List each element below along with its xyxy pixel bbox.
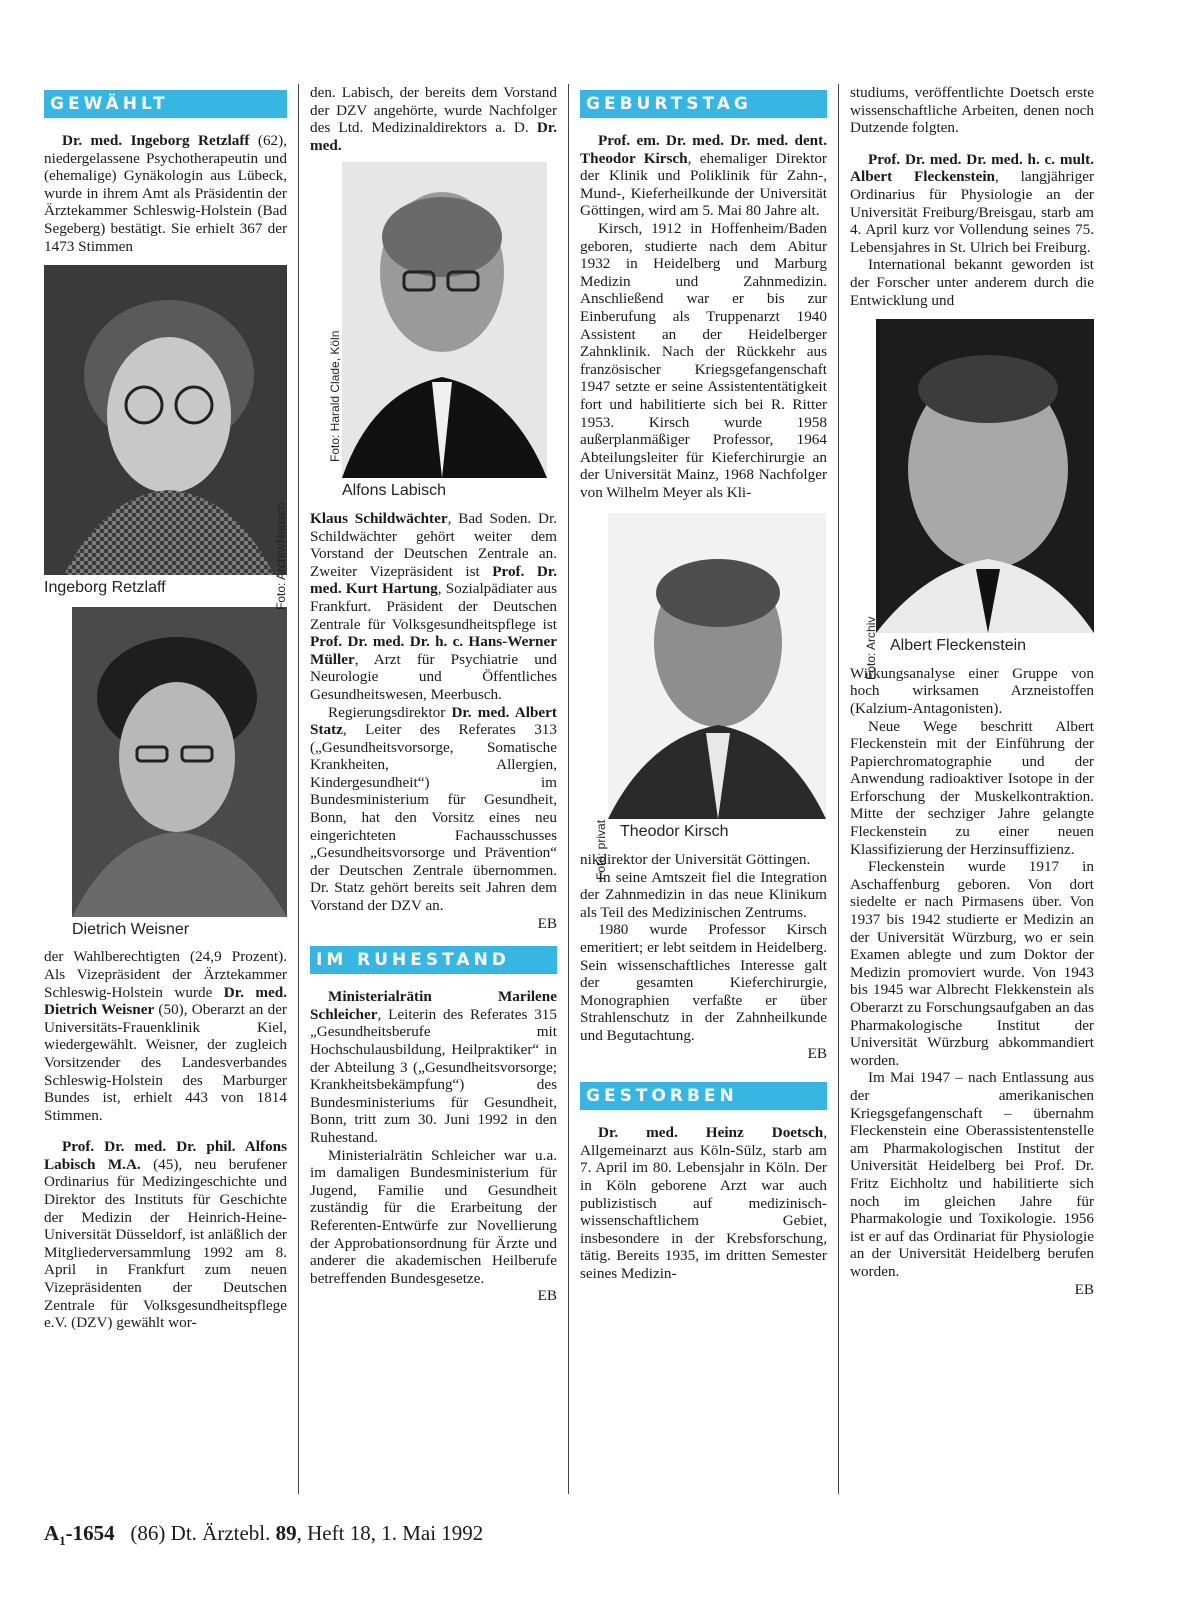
page-code-sub: 1 <box>59 1533 66 1549</box>
paragraph-text: (50), Oberarzt an der Universitäts-Frauenklinik Kiel, wiedergewählt. Weisner, der zugleich Vorsitzender des Landesverbandes Schleswig-Holstein des Marburger Bundes ist, erhielt 443 von 1814 Stimmen. <box>44 1001 287 1124</box>
column-4 <box>850 84 1094 1298</box>
article-paragraph <box>580 132 827 220</box>
photo-caption: Ingeborg Retzlaff <box>44 579 166 597</box>
person-name: Dr. med. Albert Statz <box>310 703 557 739</box>
portrait-photo-kirsch <box>608 513 826 819</box>
issue-info: (86) Dt. Ärztebl. <box>130 1521 276 1545</box>
person-name: Dr. med. Ingeborg Retzlaff <box>62 132 250 149</box>
article-paragraph: Neue Wege beschritt Albert Fleckenstein mit der Einführung der Papierchromatographie und der Anwendung radioaktiver Isotope in der Erforschung der Muskelkontraktion. Mitte der sechziger Jahre gelangte Fleckenstein zu einer neuen Klassifizierung der Herzinsuffizienz. <box>850 717 1094 858</box>
paragraph-text: , Leiterin des Referates 315 „Gesundheitsberufe mit Hochschulausbildung, Heilpraktiker“ in der Abteilung 3 („Gesundheitsvorsorge; Krankheitsbekämpfung“) des Bundesministeriums für Gesundheit, Bonn, tritt zum 30. Juni 1992 in den Ruhestand. <box>310 1005 557 1146</box>
photo-caption: Albert Fleckenstein <box>890 637 1027 655</box>
article-paragraph <box>850 151 1094 257</box>
paragraph-text: Regierungsdirektor <box>328 703 452 721</box>
section-banner-gewaehlt: GEWÄHLT <box>44 90 287 118</box>
photo-caption: Alfons Labisch <box>342 482 447 500</box>
paragraph-text: (45), neu berufener Ordinarius für Medizingeschichte und Direktor des Instituts für Geschichte der Medizin der Heinrich-Heine-Universität Düsseldorf, ist anläßlich der Mitgliederversammlung 1992 am 8. April in Frankfurt zum neuen Vizepräsidenten der Deutschen Zentrale für Volksgesundheitspflege e.V. (DZV) gewählt wor- <box>44 1155 287 1332</box>
person-name: Ministerialrätin Marilene Schleicher <box>310 988 557 1023</box>
portrait-photo-retzlaff <box>44 265 287 575</box>
paragraph-text: , langjähriger Ordinarius für Physiologie an der Universität Freiburg/Breisgau, starb am 4. April kurz vor Vollendung seines 75. Lebensjahres in St. Ulrich bei Freiburg. <box>850 168 1094 256</box>
photo-credit: Foto: privat <box>594 819 608 880</box>
article-paragraph <box>44 132 287 255</box>
person-name: Prof. Dr. med. Kurt Hartung <box>310 562 557 598</box>
paragraph-text: , Bad Soden. Dr. Schildwächter gehört weiter dem Vorstand der Deutschen Zentrale an. Zweiter Vizepräsident ist <box>310 509 557 580</box>
article-paragraph <box>44 1138 287 1332</box>
article-paragraph: Fleckenstein wurde 1917 in Aschaffenburg geboren. Von dort siedelte er nach Pirmasens über. Von 1937 bis 1942 studierte er Medizin an der Universität Würzburg, wo er sein Examen ablegte und zum Doktor der Medizin promoviert wurde. Von 1943 bis 1945 war Albrecht Flekkenstein als Oberarzt zu Forschungsaufgaben an das Pharmakologische Institut der Universität Würzburg abkommandiert worden. <box>850 858 1094 1069</box>
author-signature: EB <box>807 1044 827 1062</box>
portrait-photo-weisner <box>72 607 287 917</box>
column-2 <box>310 84 557 1305</box>
person-name: Prof. Dr. med. Dr. med. h. c. mult. Albert Fleckenstein <box>850 150 1094 186</box>
photo-caption: Theodor Kirsch <box>620 823 729 841</box>
person-name: Dr. med. Dietrich Weisner <box>44 983 287 1019</box>
paragraph-text: den. Labisch, der bereits dem Vorstand der DZV angehörte, wurde Nachfolger des Ltd. Medizinaldirektors a. D. <box>310 84 557 137</box>
person-name: Prof. Dr. med. Dr. h. c. Hans-Werner Müller <box>310 633 557 668</box>
author-signature: EB <box>1074 1280 1094 1298</box>
page-footer <box>44 1521 483 1549</box>
author-signature: EB <box>537 914 557 932</box>
column-3 <box>580 84 827 1283</box>
article-paragraph <box>310 704 557 915</box>
paragraph-text: , Arzt für Psychiatrie und Neurologie und Öffentliches Gesundheitswesen, Meerbusch. <box>310 650 557 703</box>
person-name: Prof. Dr. med. Dr. phil. Alfons Labisch M.A. <box>44 1138 287 1173</box>
photo-credit: Foto: Archiv <box>864 616 878 680</box>
photo-credit: Foto: Archiv/Neusch <box>274 502 288 610</box>
page-code: A <box>44 1521 60 1545</box>
page-number: -1654 <box>65 1521 115 1545</box>
author-signature: EB <box>537 1287 557 1305</box>
portrait-photo-fleckenstein <box>876 319 1094 633</box>
column-divider <box>568 84 569 1494</box>
person-name: Dr. med. Heinz Doetsch <box>598 1124 824 1142</box>
photo-credit: Foto: Harald Clade, Köln <box>328 330 342 462</box>
section-banner-gestorben: GESTORBEN <box>580 1082 827 1110</box>
article-paragraph: Im Mai 1947 – nach Entlassung aus der amerikanischen Kriegsgefangenschaft – übernahm Fleckenstein eine Oberassistentenstelle am Pharmakologischen Institut der Universität Heidelberg bei Prof. Dr. Fritz Eichholtz und habilitierte sich noch im gleichen Jahre für Pharmakologie und Toxikologie. 1956 ist er auf das Ordinariat für Physiologie an der Universität Heidelberg berufen worden. <box>850 1069 1094 1280</box>
paragraph-text: , Sozialpädiater aus Frankfurt. Präsident der Deutschen Zentrale für Volksgesundheitspflege ist <box>310 580 557 633</box>
photo-caption: Dietrich Weisner <box>72 920 190 938</box>
person-name: Prof. em. Dr. med. Dr. med. dent. Theodor Kirsch <box>580 132 827 167</box>
paragraph-text: , Allgemeinarzt aus Köln-Sülz, starb am 7. April im 80. Lebensjahr in Köln. Der in Köln geborene Arzt war auch publizistisch auf medizinisch-wissenschaftlichem Gebiet, insbesondere in der Krebsforschung, tätig. Bereits 1935, im dritten Semester seines Medizin- <box>580 1124 827 1282</box>
article-paragraph <box>580 1124 827 1282</box>
column-divider <box>838 84 839 1494</box>
article-paragraph <box>310 988 557 1146</box>
article-paragraph: studiums, veröffentlichte Doetsch erste wissenschaftliche Arbeiten, denen noch Dutzende folgten. <box>850 84 1094 137</box>
paragraph-text: (62), niedergelassene Psychotherapeutin und (ehemalige) Gynäkologin aus Lübeck, wurde in ihrem Amt als Präsidentin der Ärztekammer Schleswig-Holstein (Bad Segeberg) bestätigt. Sie erhielt 367 der 1473 Stimmen <box>44 132 287 255</box>
paragraph-text: , ehemaliger Direktor der Klinik und Poliklinik für Zahn-, Mund-, Kieferheilkunde der Universität Göttingen, wird am 5. Mai 80 Jahre alt. <box>580 149 827 220</box>
article-paragraph: Wirkungsanalyse einer Gruppe von hoch wirksamen Arzneistoffen (Kalzium-Antagonisten). <box>850 664 1094 717</box>
paragraph-text: der Wahlberechtigten (24,9 Prozent). Als Vizepräsident der Ärztekammer Schleswig-Holstein wurde <box>44 948 287 1001</box>
article-paragraph <box>310 510 557 704</box>
column-divider <box>298 84 299 1494</box>
article-paragraph <box>310 84 557 154</box>
section-banner-ruhestand: IM RUHESTAND <box>310 946 557 974</box>
column-1 <box>44 84 287 1332</box>
portrait-photo-labisch <box>342 162 547 478</box>
article-paragraph: Ministerialrätin Schleicher war u.a. im damaligen Bundesministerium für Jugend, Familie und Gesundheit zuständig für die Erarbeitung der Referenten-Entwürfe zur Novellierung der Approbationsordnung für Ärzte und anderer die akademischen Heilberufe betreffenden Bundesgesetze. <box>310 1146 557 1287</box>
volume-number: 89 <box>275 1521 297 1545</box>
article-paragraph <box>44 948 287 1124</box>
article-paragraph: In seine Amtszeit fiel die Integration der Zahnmedizin in das neue Klinikum als Teil des Medizinischen Zentrums. <box>580 868 827 921</box>
article-paragraph: International bekannt geworden ist der Forscher unter anderem durch die Entwicklung und <box>850 256 1094 309</box>
person-name: Dr. med. <box>310 119 557 154</box>
section-banner-geburtstag: GEBURTSTAG <box>580 90 827 118</box>
article-paragraph: nikdirektor der Universität Göttingen. <box>580 851 811 869</box>
issue-info-rest: , Heft 18, 1. Mai 1992 <box>296 1521 484 1545</box>
paragraph-text: , Leiter des Referates 313 („Gesundheitsvorsorge, Somatische Krankheiten, Allergien, Kindergesundheit“) im Bundesministerium für Gesundheit, Bonn, hat den Vorsitz eines neu eingerichteten Fachausschusses „Gesundheitsvorsorge und Prävention“ der Deutschen Zentrale übernommen. Dr. Statz gehört bereits seit Jahren dem Vorstand der DZV an. <box>310 721 557 915</box>
article-paragraph: 1980 wurde Professor Kirsch emeritiert; er lebt seitdem in Heidelberg. Sein wissenschaftliches Interesse galt der gesamten Kieferchirurgie, Monographien verfaßte er über Strahlenschutz in der Zahnheilkunde und Begutachtung. <box>580 921 827 1044</box>
article-paragraph: Kirsch, 1912 in Hoffenheim/Baden geboren, studierte nach dem Abitur 1932 in Heidelberg und Marburg Medizin und Zahnmedizin. Anschließend war er bis zur Einberufung als Truppenarzt 1940 Assistent an der Heidelberger Zahnklinik. Nach der Rückkehr aus französischer Kriegsgefangenschaft 1947 setzte er seine Assistententätigkeit fort und habilitierte sich bei R. Ritter 1953. Kirsch wurde 1958 außerplanmäßiger Professor, 1964 Abteilungsleiter für Kieferchirurgie an der Universität Mainz, 1968 Nachfolger von Wilhelm Meyer als Kli- <box>580 219 827 501</box>
person-name: Klaus Schildwächter <box>310 509 448 527</box>
